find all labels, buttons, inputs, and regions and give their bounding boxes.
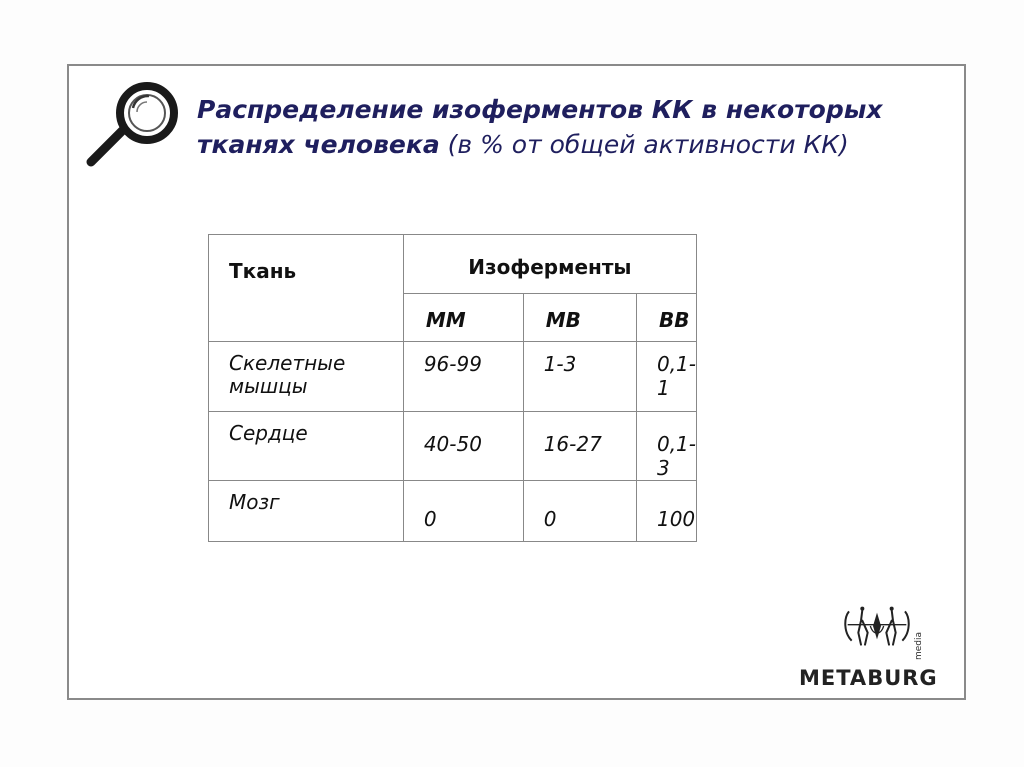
title-line-2 [197, 127, 883, 162]
value-cell: 0 [523, 481, 636, 542]
value-cell: 0,1-1 [636, 342, 696, 412]
table-row [209, 481, 697, 542]
value-cell: 100 [636, 481, 696, 542]
title-line-1: Распределение изоферментов КК в некоторых [197, 95, 883, 124]
table-row [209, 342, 697, 412]
tissue-cell: Сердце [209, 412, 404, 481]
metaburg-logo-icon [797, 606, 957, 666]
logo-sub: media [914, 631, 924, 660]
table-row [209, 412, 697, 481]
value-cell: 40-50 [403, 412, 523, 481]
value-cell: 16-27 [523, 412, 636, 481]
tissue-cell: Мозг [209, 481, 404, 542]
header-isoenzymes: Изоферменты [403, 235, 696, 294]
value-cell: 0,1-3 [636, 412, 696, 481]
slide-title [197, 92, 883, 162]
title-line-2-bold: тканях человека [197, 130, 440, 159]
value-cell: 1-3 [523, 342, 636, 412]
table-header-row [209, 235, 697, 294]
value-cell: 96-99 [403, 342, 523, 412]
slide-frame [67, 64, 966, 700]
logo-name: METABURG [799, 666, 938, 690]
title-line-2-rest: (в % от общей активности КК) [439, 130, 849, 159]
header-tissue: Ткань [209, 235, 404, 342]
value-cell: 0 [403, 481, 523, 542]
subheader-bb: ВВ [636, 294, 696, 342]
isoenzyme-table [208, 234, 697, 542]
subheader-mb: МВ [523, 294, 636, 342]
subheader-mm: ММ [403, 294, 523, 342]
magnifier-icon [77, 78, 187, 168]
tissue-cell: Скелетные мышцы [209, 342, 404, 412]
